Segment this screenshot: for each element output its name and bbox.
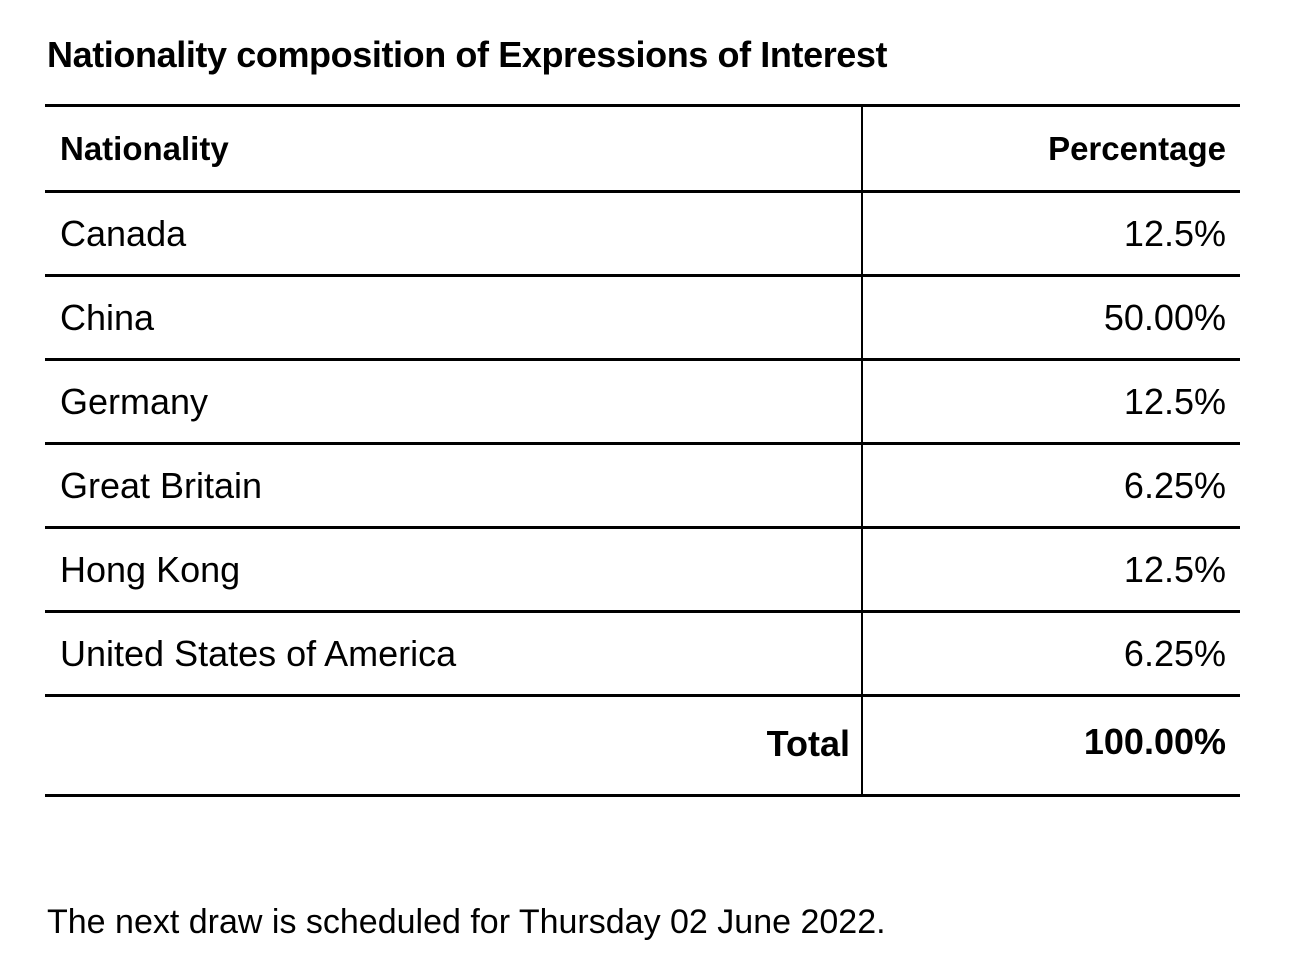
- nationality-cell: Canada: [45, 193, 863, 274]
- table-row: [45, 613, 1240, 697]
- table-row: [45, 529, 1240, 613]
- table-row: [45, 193, 1240, 277]
- column-header-percentage: Percentage: [1048, 129, 1226, 167]
- next-draw-note: The next draw is scheduled for Thursday 02 June 2022.: [47, 903, 886, 941]
- table-total-row: [45, 697, 1240, 797]
- nationality-cell: United States of America: [45, 613, 863, 694]
- nationality-table: [45, 104, 1240, 797]
- table-row: [45, 445, 1240, 529]
- table-row: [45, 361, 1240, 445]
- percentage-cell: 6.25%: [1123, 464, 1226, 506]
- column-header-nationality: Nationality: [45, 107, 863, 190]
- percentage-cell: 6.25%: [1123, 632, 1226, 674]
- nationality-cell: Germany: [45, 361, 863, 442]
- total-value: 100.00%: [1083, 721, 1226, 762]
- percentage-cell: 50.00%: [1103, 296, 1226, 338]
- nationality-cell: Great Britain: [45, 445, 863, 526]
- total-label: Total: [45, 697, 863, 794]
- table-header-row: [45, 107, 1240, 193]
- nationality-cell: China: [45, 277, 863, 358]
- percentage-cell: 12.5%: [1123, 548, 1226, 590]
- nationality-cell: Hong Kong: [45, 529, 863, 610]
- percentage-cell: 12.5%: [1123, 380, 1226, 422]
- table-title: Nationality composition of Expressions of Interest: [47, 34, 888, 75]
- percentage-cell: 12.5%: [1123, 212, 1226, 254]
- table-row: [45, 277, 1240, 361]
